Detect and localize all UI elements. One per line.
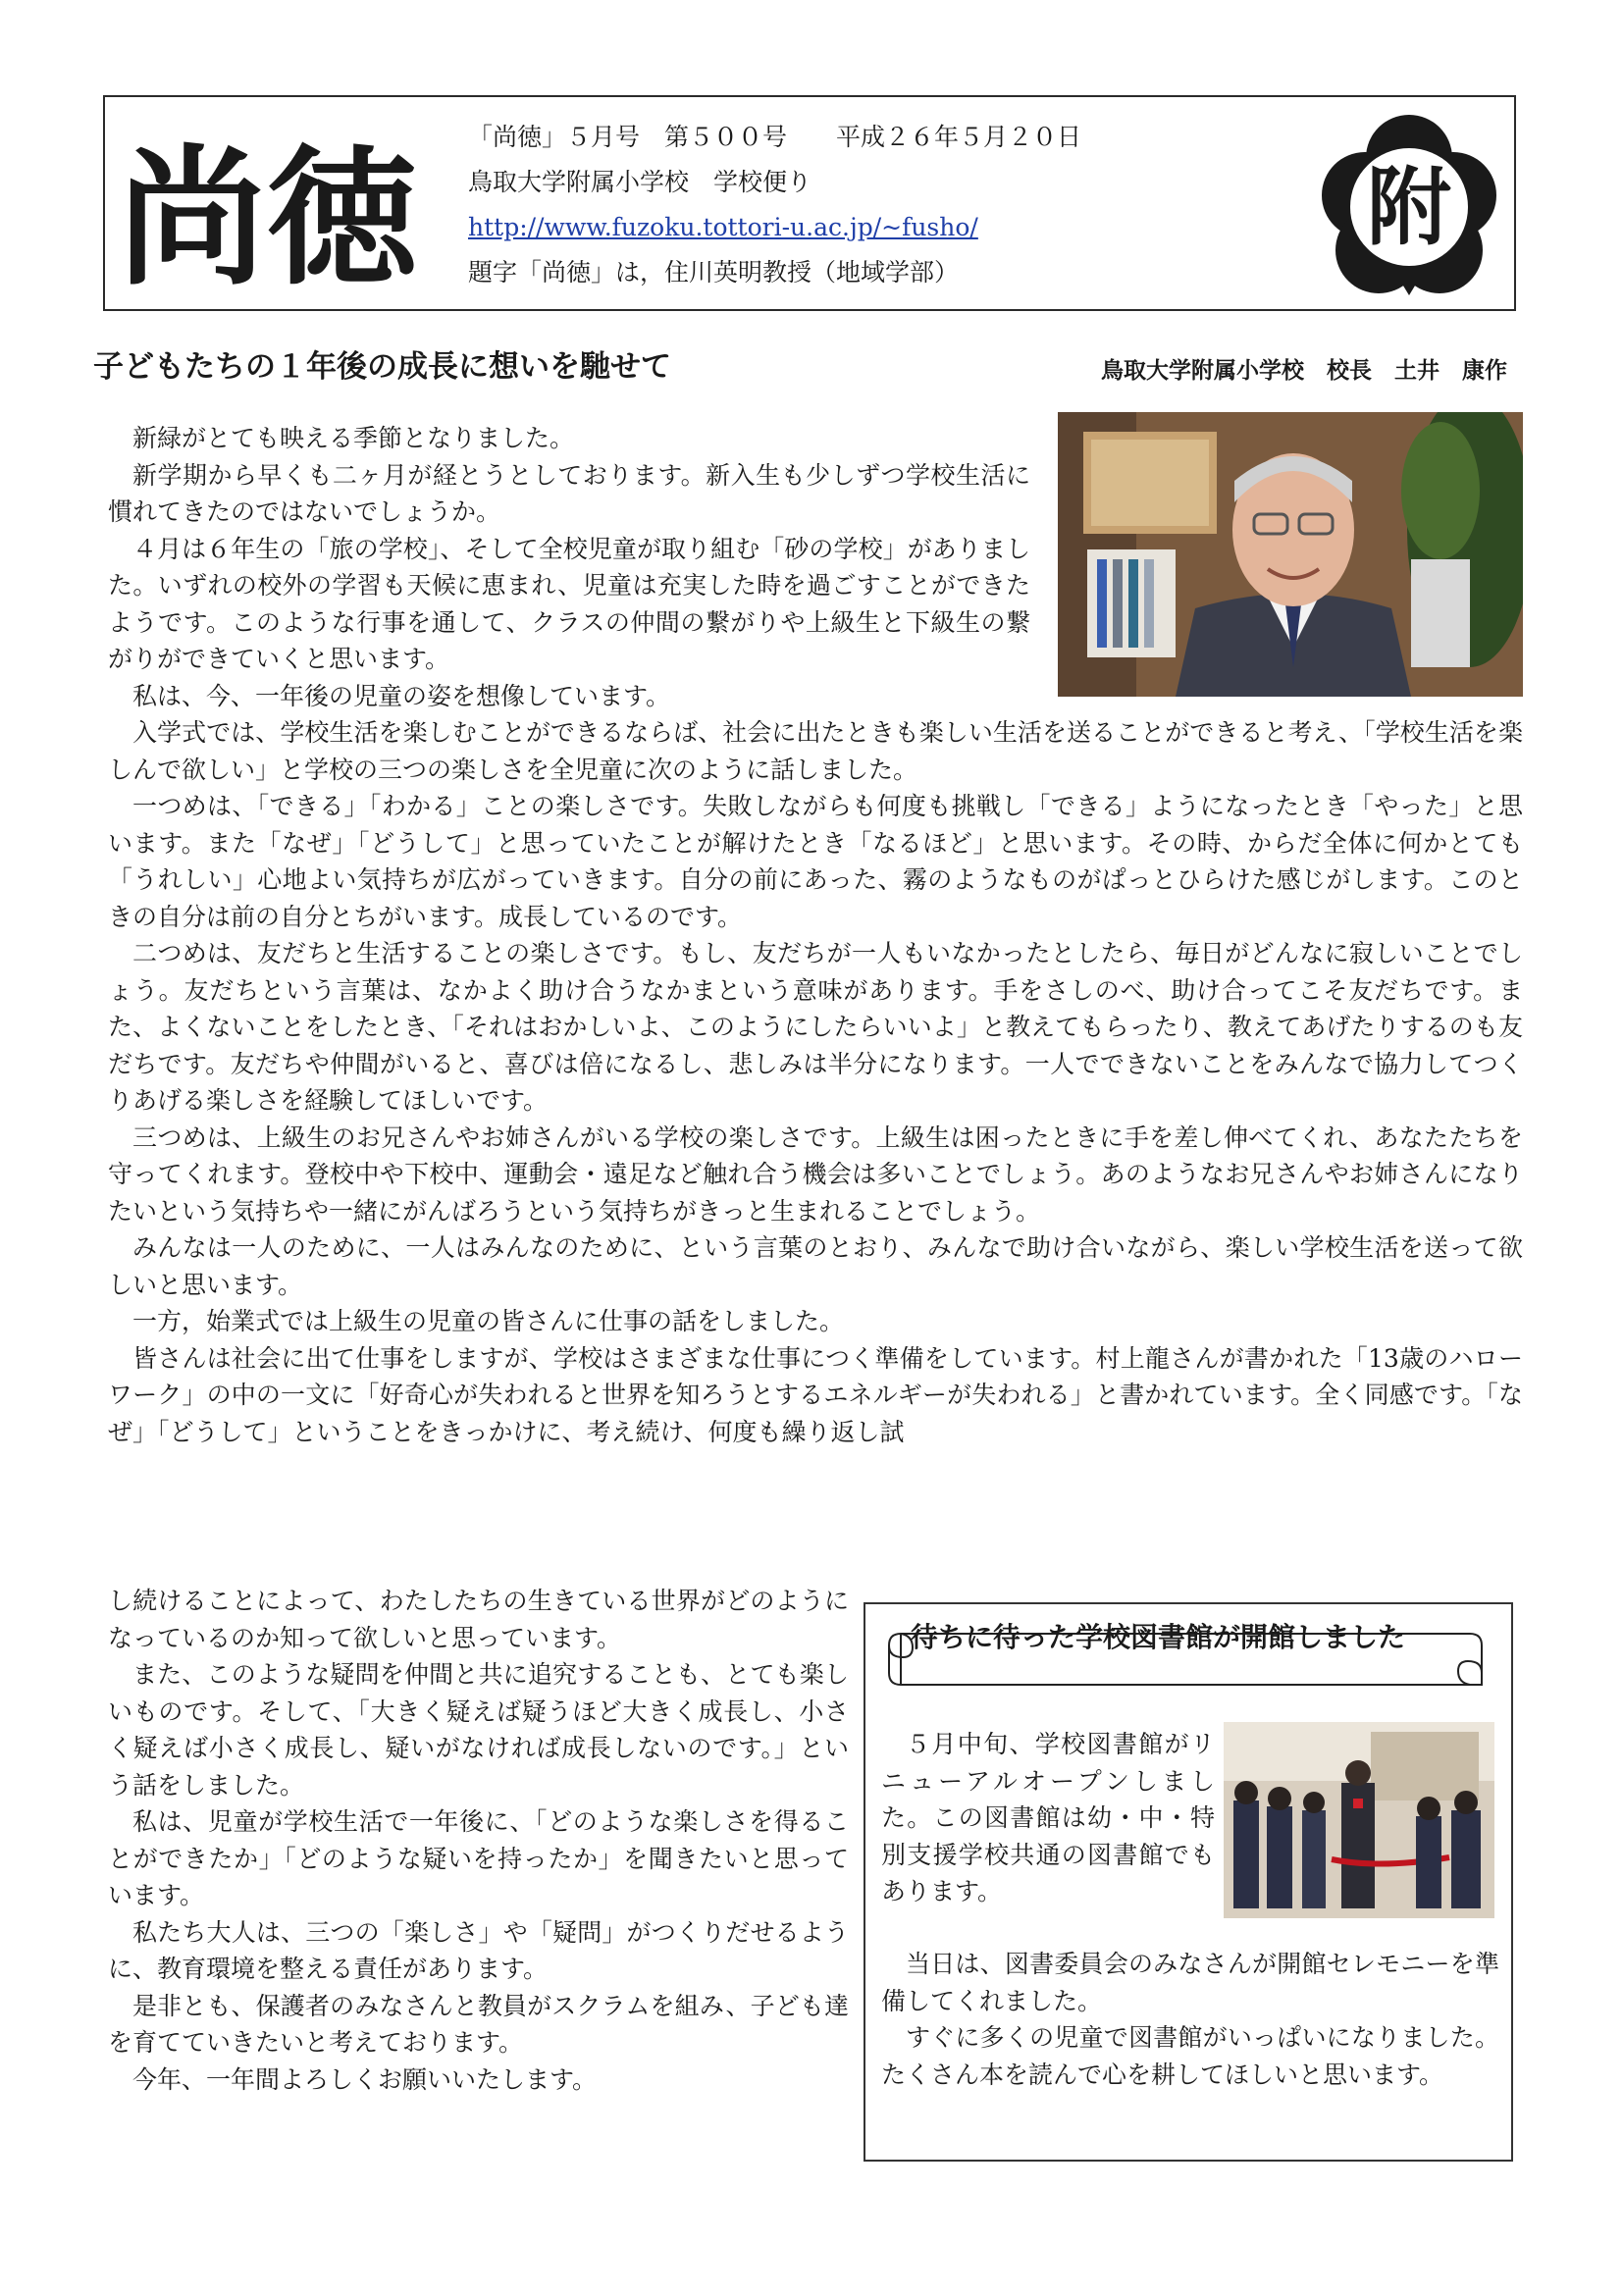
calligraphy-credit: 題字「尚徳」は，住川英明教授（地域学部）: [468, 258, 960, 287]
article-body-continued: [108, 1583, 849, 2098]
paragraph: し続けることによって、わたしたちの生きている世界がどのようになっているのか知って欲しいと思っています。: [108, 1587, 849, 1652]
library-text-narrow: [881, 1726, 1215, 1910]
paragraph: 私は、今、一年後の児童の姿を想像しています。: [132, 681, 671, 710]
article-body: [108, 420, 1523, 1450]
paragraph: 三つめは、上級生のお兄さんやお姉さんがいる学校の楽しさです。上級生は困ったときに手を差し伸べてくれ、あなたたちを守ってくれます。登校中や下校中、運動会・遠足など触れ合う機会は多いことでしょう。あのようなお兄さんやお姉さんになりたいという気持ちや一緒にがんばろうという気持ちがきっと生まれることでしょう。: [108, 1122, 1523, 1226]
library-news-box: [864, 1602, 1513, 2162]
school-crest-icon: [1318, 111, 1500, 299]
paragraph: 新学期から早くも二ヶ月が経とうとしております。新入生も少しずつ学校生活に慣れてきたのではないでしょうか。: [108, 460, 1030, 526]
paragraph: ４月は６年生の「旅の学校」、そして全校児童が取り組む「砂の学校」がありました。いずれの校外の学習も天候に恵まれ、児童は充実した時を過ごすことができたようです。このような行事を通して、クラスの仲間の繋がりや上級生と下級生の繋がりができていくと思います。: [108, 534, 1030, 673]
article-author: 鳥取大学附属小学校 校長 土井 康作: [1101, 358, 1507, 384]
paragraph: 皆さんは社会に出て仕事をしますが、学校はさまざまな仕事につく準備をしています。村上龍さんが書かれた「13歳のハローワーク」の中の一文に「好奇心が失われると世界を知ろうとするエネルギーが失われる」と書かれています。全く同感です。「なぜ」「どうして」ということをきっかけに、考え続け、何度も繰り返し試: [108, 1343, 1523, 1446]
paragraph: 私は、児童が学校生活で一年後に、「どのような楽しさを得ることができたか」「どのような疑いを持ったか」を聞きたいと思っています。: [108, 1807, 849, 1909]
article-title: 子どもたちの１年後の成長に想いを馳せて: [93, 349, 671, 385]
calligraphy-logo-text: 尚徳: [117, 130, 422, 305]
paragraph: 入学式では、学校生活を楽しむことができるならば、社会に出たときも楽しい生活を送ることができると考え、「学校生活を楽しんで欲しい」と学校の三つの楽しさを全児童に次のように話しました。: [108, 718, 1523, 784]
paragraph: 今年、一年間よろしくお願いいたします。: [132, 2064, 598, 2094]
issue-line: 「尚徳」５月号 第５００号 平成２６年５月２０日: [468, 123, 1082, 151]
library-text-wide: [881, 1946, 1499, 2093]
paragraph: 是非とも、保護者のみなさんと教員がスクラムを組み、子ども達を育てていきたいと考えております。: [108, 1991, 849, 2057]
paragraph: 一方，始業式では上級生の児童の皆さんに仕事の話をしました。: [132, 1307, 845, 1335]
library-opening-photo: [1224, 1722, 1494, 1918]
paragraph: みんなは一人のために、一人はみんなのために、という言葉のとおり、みんなで助け合いながら、楽しい学校生活を送って欲しいと思います。: [108, 1233, 1523, 1299]
paragraph: ５月中旬、学校図書館がリニューアルオープンしました。この図書館は幼・中・特別支援学校共通の図書館でもあります。: [881, 1730, 1215, 1905]
calligraphy-logo: [113, 101, 425, 305]
paragraph: 新緑がとても映える季節となりました。: [132, 424, 575, 452]
paragraph: 当日は、図書委員会のみなさんが開館セレモニーを準備してくれました。: [881, 1950, 1499, 2015]
crest-character: 附: [1367, 158, 1451, 257]
library-title: 待ちに待った学校図書館が開館しました: [911, 1621, 1406, 1653]
masthead: [103, 95, 1516, 311]
paragraph: 一つめは、「できる」「わかる」ことの楽しさです。失敗しながらも何度も挑戦し「できる」ようになったとき「やった」と思います。また「なぜ」「どうして」と思っていたことが解けたとき「なるほど」と思います。その時、からだ全体に何かとても「うれしい」心地よい気持ちが広がっていきます。自分の前にあった、霧のようなものがぱっとひらけた感じがします。このときの自分は前の自分とちがいます。成長しているのです。: [108, 792, 1523, 931]
header-info: [468, 115, 1214, 295]
paragraph: また、このような疑問を仲間と共に追究することも、とても楽しいものです。そして、「大きく疑えば疑うほど大きく成長し、小さく疑えば小さく成長し、疑いがなければ成長しないのです。」という話をしました。: [108, 1660, 849, 1800]
school-line: 鳥取大学附属小学校 学校便り: [468, 168, 812, 196]
paragraph: 私たち大人は、三つの「楽しさ」や「疑問」がつくりだせるように、教育環境を整える責任があります。: [108, 1917, 849, 1983]
school-url-link[interactable]: http://www.fuzoku.tottori-u.ac.jp/~fusho/: [468, 213, 978, 241]
paragraph: すぐに多くの児童で図書館がいっぱいになりました。たくさん本を読んで心を耕してほしいと思います。: [881, 2023, 1499, 2089]
paragraph: 二つめは、友だちと生活することの楽しさです。もし、友だちが一人もいなかったとしたら、毎日がどんなに寂しいことでしょう。友だちという言葉は、なかよく助け合うなかまという意味があります。手をさしのべ、助け合ってこそ友だちです。また、よくないことをしたとき、「それはおかしいよ、このようにしたらいいよ」と教えてもらったり、教えてあげたりするのも友だちです。友だちや仲間がいると、喜びは倍になるし、悲しみは半分になります。一人でできないことをみんなで協力してつくりあげる楽しさを経験してほしいです。: [108, 939, 1523, 1115]
